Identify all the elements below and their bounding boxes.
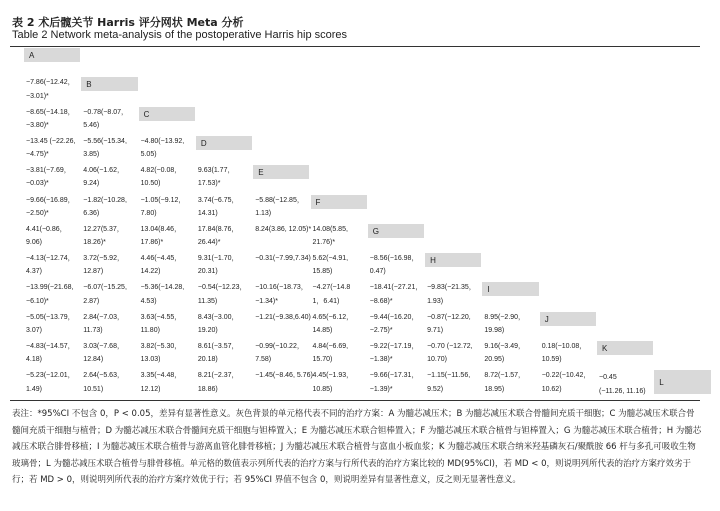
md-value-r8-c4-line1: −10.16(−18.73， [255, 284, 308, 292]
md-value-r2-c0-line2: −3.80)* [26, 121, 49, 129]
md-value-r11-c0-line2: 1.49) [26, 385, 42, 393]
md-value-r1-c0-line1: −7.86(−12.42， [26, 79, 75, 87]
md-value-r11-c6-line2: −1.39)* [369, 385, 393, 393]
md-value-r3-c2-line1: −4.80(−13.92, [140, 137, 185, 145]
treatment-cell-l [654, 370, 710, 394]
md-value-r7-c2-line2: 14.22) [140, 268, 161, 276]
treatment-cell-k [597, 341, 653, 355]
md-value-r11-c5-line2: 10.85) [312, 385, 333, 393]
md-value-r10-c9-line1: 0.18(−10.08， [541, 343, 587, 350]
md-value-r3-c1-line2: 3.85) [83, 151, 100, 159]
treatment-label: F [315, 197, 321, 207]
md-value-r5-c1-line2: 6.36) [83, 209, 100, 217]
md-value-r2-c0-line1: −8.65(−14.18， [26, 108, 75, 116]
md-value-r7-c5-line2: 15.85) [312, 268, 333, 276]
md-value-r8-c5-line2: 1，6.41) [312, 297, 340, 305]
treatment-cell-i [482, 282, 538, 296]
md-value-r8-c1-line1: −6.07(−15.25, [83, 284, 127, 292]
md-value-r11-c7-line2: 9.52) [427, 385, 444, 393]
md-value-r8-c4-line2: −1.34)* [255, 297, 278, 305]
md-value-r7-c0-line1: −4.13(−12.74， [26, 255, 75, 263]
md-value-r3-c0-line2: −4.75)* [26, 151, 49, 159]
md-value-r10-c3-line1: 8.61(−3.57， [197, 343, 239, 350]
md-value-r10-c1-line1: 3.03(−7.68， [83, 343, 124, 350]
md-value-r5-c3-line1: 3.74(−6.75， [197, 196, 239, 204]
md-value-r6-c3-line2: 26.44)* [197, 239, 221, 246]
md-value-r11-c5-line1: 4.45(−1.93， [312, 372, 354, 380]
md-value-r9-c8-line2: 19.98) [484, 326, 505, 334]
md-value-r9-c5-line1: 4.65(−6.12， [312, 313, 354, 321]
md-value-r7-c4-line1: −0.31(−7.99,7.34) [255, 255, 311, 263]
md-value-r11-c4-line1: −1.45(−8.46, 5.76) [255, 372, 313, 380]
md-value-r8-c3-line1: −0.54(−12.23， [197, 284, 247, 292]
md-value-r11-c10-line1: −0.45 [599, 374, 617, 382]
md-value-r5-c3-line2: 14.31) [197, 209, 218, 217]
md-value-r11-c0-line1: −5.23(−12.01， [26, 372, 75, 380]
md-value-r7-c0-line2: 4.37) [26, 268, 42, 276]
md-value-r10-c3-line2: 20.18) [197, 356, 218, 364]
md-value-r7-c1-line2: 12.87) [83, 268, 104, 276]
md-value-r2-c1-line2: 5.46) [83, 121, 100, 129]
treatment-label: I [487, 285, 490, 295]
md-value-r6-c0-line1: 4.41(−0.86， [26, 225, 67, 233]
table-footnote: 表注：*95%CI 不包含 0，P < 0.05，差异有显著性意义。灰色背景的单元格代表不同的治疗方案：A 为髓芯减压术；B 为髓芯减压术联合骨髓间充质干细胞；C 为髓芯减压术联合骨髓间充质干细胞与植骨；D 为髓芯减压术联合骨髓间充质干细胞与钽棒置入；E 为髓芯减压术联合钽棒置入；F 为髓芯减压术联合植骨与钽棒置入；G 为髓芯减压术联合植骨；H 为髓芯减压术联合腓骨移植；I 为髓芯减压术联合植骨与游离血管化腓骨移植；J 为髓芯减压术联合植骨与富血小板血浆；K 为髓芯减压术联合纳米羟基磷灰石/聚酰胺 66 杆与多孔可吸收生物玻璃骨；L 为髓芯减压术联合植骨与腓骨移植。单元格的数值表示列所代表的治疗方案与行所代表的治疗方案比较的 MD(95%CI)，若 MD < 0，则说明列所代表的治疗方案疗效劣于行；若 MD > 0，则说明列所代表的治疗方案疗效优于行；若 95%CI 界值不包含 0，则说明差异有显著性意义，反之则无显著性意义。 [12, 409, 702, 485]
md-value-r7-c1-line1: 3.72(−5.92， [83, 255, 124, 263]
md-value-r10-c6-line1: −9.22(−17.19， [369, 343, 419, 350]
treatment-label: C [143, 109, 150, 119]
md-value-r5-c1-line1: −1.82(−10.28, [83, 196, 127, 204]
md-value-r8-c6-line1: −18.41(−27.21， [369, 284, 423, 292]
md-value-r9-c7-line1: −0.87(−12.20, [427, 313, 471, 321]
md-value-r5-c2-line1: −1.05(−9.12， [140, 196, 186, 204]
treatment-cell-c [139, 107, 195, 121]
md-value-r8-c7-line2: 1.93) [427, 297, 444, 305]
md-value-r11-c3-line1: 8.21(−2.37， [197, 372, 239, 380]
md-value-r6-c5-line2: 21.76)* [312, 239, 336, 246]
md-value-r8-c5-line1: −4.27(−14.8 [312, 284, 351, 292]
treatment-label: A [29, 51, 35, 60]
md-value-r6-c3-line1: 17.84(8.76， [197, 225, 239, 233]
treatment-cell-f [311, 195, 367, 209]
md-value-r6-c0-line2: 9.06) [26, 239, 42, 246]
table-title-cn: 表 2 术后髋关节 Harris 评分网状 Meta 分析 [12, 16, 244, 29]
treatment-label: K [602, 344, 608, 353]
treatment-label: L [659, 378, 664, 388]
md-value-r4-c1-line2: 9.24) [83, 180, 100, 188]
md-value-r5-c4-line2: 1.13) [255, 209, 272, 217]
md-value-r11-c2-line2: 12.12) [140, 385, 161, 393]
md-value-r4-c2-line1: 4.82(−0.08， [140, 167, 182, 175]
md-value-r5-c4-line1: −5.88(−12.85， [255, 196, 304, 204]
md-value-r6-c1-line2: 18.26)* [83, 239, 106, 246]
md-value-r11-c8-line1: 8.72(−1.57， [484, 372, 526, 380]
md-value-r9-c5-line2: 14.85) [312, 326, 333, 334]
md-value-r7-c6-line2: 0.47) [369, 268, 386, 276]
md-value-r8-c2-line1: −5.36(−14.28, [140, 284, 185, 292]
md-value-r4-c3-line2: 17.53)* [197, 180, 221, 188]
md-value-r8-c3-line2: 11.35) [197, 297, 218, 305]
md-value-r7-c3-line2: 20.31) [197, 268, 218, 276]
md-value-r8-c2-line2: 4.53) [140, 297, 157, 305]
table-title-en: Table 2 Network meta-analysis of the postoperative Harris hip scores [12, 29, 348, 41]
md-value-r3-c0-line1: −13.45 (−22.26, [26, 137, 76, 145]
md-value-r4-c1-line1: 4.06(−1.62， [83, 167, 124, 175]
md-value-r4-c2-line2: 10.50) [140, 180, 161, 188]
md-value-r10-c1-line2: 12.84) [83, 356, 104, 364]
treatment-label: E [258, 168, 264, 178]
md-value-r6-c5-line1: 14.08(5.85, [312, 225, 348, 233]
md-value-r8-c0-line1: −13.99(−21.68, [26, 284, 74, 292]
treatment-label: H [430, 256, 436, 266]
md-value-r2-c1-line1: −0.78(−8.07， [83, 108, 129, 116]
md-value-r9-c0-line1: −5.05(−13.79， [26, 313, 75, 321]
md-value-r11-c9-line2: 10.62) [541, 385, 562, 393]
md-value-r9-c3-line2: 19.20) [197, 326, 218, 334]
md-value-r5-c0-line2: −2.50)* [26, 209, 49, 217]
treatment-cell-e [253, 165, 309, 179]
md-value-r9-c1-line1: 2.84(−7.03， [83, 313, 124, 321]
md-value-r11-c6-line1: −9.66(−17.31， [369, 372, 419, 380]
md-value-r9-c2-line1: 3.63(−4.55， [140, 313, 182, 321]
md-value-r10-c4-line1: −0.99(−10.22， [255, 343, 304, 350]
md-value-r7-c2-line1: 4.46(−4.45， [140, 255, 182, 263]
md-value-r4-c0-line2: −0.03)* [26, 180, 49, 188]
md-value-r9-c8-line1: 8.95(−2.90， [484, 313, 526, 321]
treatment-label: D [200, 138, 207, 148]
treatment-label: G [372, 226, 380, 236]
md-value-r9-c0-line2: 3.07) [26, 326, 42, 334]
md-value-r10-c2-line2: 13.03) [140, 356, 161, 364]
md-value-r7-c3-line1: 9.31(−1.70， [197, 255, 239, 263]
treatment-cell-d [196, 136, 252, 150]
treatment-cell-g [368, 224, 424, 238]
md-value-r10-c8-line2: 20.95) [484, 356, 505, 364]
md-value-r8-c7-line1: −9.83(−21.35， [427, 284, 476, 292]
md-value-r8-c6-line2: −8.68)* [369, 297, 393, 305]
treatment-cell-b [81, 77, 137, 91]
md-value-r10-c5-line2: 15.70) [312, 356, 333, 364]
md-value-r6-c1-line1: 12.27(5.37， [83, 225, 124, 233]
md-value-r11-c7-line1: −1.15(−11.56, [427, 372, 471, 380]
md-value-r11-c8-line2: 18.95) [484, 385, 505, 393]
md-value-r5-c0-line1: −9.66(−16.89， [26, 196, 75, 204]
md-value-r9-c6-line1: −9.44(−16.20， [369, 313, 419, 321]
md-value-r8-c0-line2: −6.10)* [26, 297, 49, 305]
md-value-r10-c8-line1: 9.16(−3.49， [484, 343, 526, 350]
md-value-r11-c2-line1: 3.35(−4.48， [140, 372, 182, 380]
md-value-r7-c5-line1: 5.62(−4.91, [312, 255, 349, 263]
md-value-r3-c1-line1: −5.56(−15.34, [83, 137, 127, 145]
md-value-r9-c6-line2: −2.75)* [369, 326, 393, 334]
md-value-r6-c2-line1: 13.04(8.46， [140, 225, 182, 233]
treatment-label: B [86, 80, 92, 90]
md-value-r10-c2-line1: 3.82(−5.30， [140, 343, 182, 350]
md-value-r10-c6-line2: −1.38)* [369, 356, 393, 364]
md-value-r10-c4-line2: 7.58) [255, 356, 272, 364]
md-value-r10-c7-line2: 10.70) [427, 356, 447, 364]
md-value-r11-c3-line2: 18.86) [197, 385, 218, 393]
md-value-r11-c1-line1: 2.64(−5.63， [83, 372, 124, 380]
md-value-r10-c9-line2: 10.59) [541, 356, 562, 364]
md-value-r10-c5-line1: 4.84(−6.69, [312, 343, 349, 350]
treatment-cell-h [425, 253, 481, 267]
md-value-r6-c2-line2: 17.86)* [140, 239, 164, 246]
md-value-r9-c4-line1: −1.21(−9.38,6.40) [255, 313, 311, 321]
md-value-r4-c0-line1: −3.81(−7.69， [26, 167, 71, 175]
md-value-r5-c2-line2: 7.80) [140, 209, 157, 217]
md-value-r4-c3-line1: 9.63(1.77， [197, 167, 235, 175]
md-value-r6-c4-line1: 8.24(3.86, 12.05)* [255, 225, 312, 233]
md-value-r9-c2-line2: 11.80) [140, 326, 160, 334]
md-value-r10-c7-line1: −0.70 (−12.72, [427, 343, 473, 350]
md-value-r11-c10-line2: (−11.26, 11.16) [599, 387, 646, 395]
md-value-r3-c2-line2: 5.05) [140, 151, 157, 159]
md-value-r9-c7-line2: 9.71) [427, 326, 444, 334]
table-bottom-rule [10, 400, 700, 401]
md-value-r1-c0-line2: −3.01)* [26, 92, 49, 100]
treatment-cell-a [24, 48, 80, 62]
md-value-r8-c1-line2: 2.87) [83, 297, 100, 305]
md-value-r7-c6-line1: −8.56(−16.98， [369, 255, 419, 263]
md-value-r11-c9-line1: −0.22(−10.42， [541, 372, 591, 380]
treatment-label: J [544, 314, 549, 324]
md-value-r9-c3-line1: 8.43(−3.00， [197, 313, 239, 321]
md-value-r10-c0-line2: 4.18) [26, 356, 42, 364]
table-top-rule [10, 46, 700, 47]
md-value-r9-c1-line2: 11.73) [83, 326, 103, 334]
treatment-cell-j [540, 312, 596, 326]
md-value-r10-c0-line1: −4.83(−14.57， [26, 343, 75, 350]
md-value-r11-c1-line2: 10.51) [83, 385, 104, 393]
